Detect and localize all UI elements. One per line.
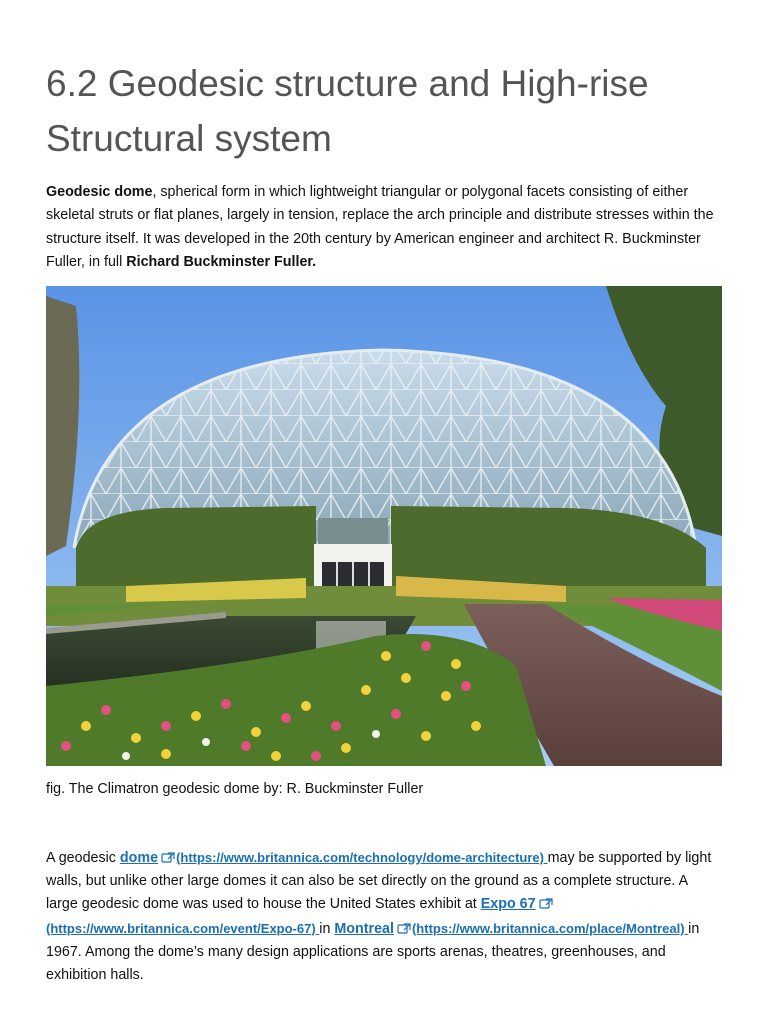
figure-caption: fig. The Climatron geodesic dome by: R. Buckminster Fuller bbox=[46, 781, 424, 797]
url-montreal[interactable]: (https://www.britannica.com/place/Montreal) bbox=[411, 920, 689, 936]
term-geodesic-dome: Geodesic dome bbox=[46, 184, 153, 200]
intro-paragraph bbox=[46, 181, 722, 274]
page-title: 6.2 Geodesic structure and High-rise Structural system bbox=[46, 63, 649, 159]
external-link-icon[interactable] bbox=[397, 923, 411, 934]
body-text-2: may be supported by light walls, but unlike other large domes it can also be set directly on the ground as a complete structure. A large geodesic dome was used to house the United States exhibit at bbox=[46, 850, 712, 913]
url-dome[interactable]: (https://www.britannica.com/technology/dome-architecture) bbox=[176, 850, 548, 865]
body-text-4: in 1967. Among the dome’s many design applications are sports arenas, theatres, greenhouses, and exhibition halls. bbox=[46, 920, 700, 984]
url-expo-67[interactable]: (https://www.britannica.com/event/Expo-67) bbox=[46, 920, 320, 936]
link-dome[interactable]: dome bbox=[119, 850, 159, 866]
full-name: Richard Buckminster Fuller. bbox=[126, 253, 317, 270]
climatron-dome-image bbox=[46, 286, 722, 766]
intro-text: , spherical form in which lightweight triangular or polygonal facets consisting of either skeletal struts or flat planes, largely in tension, replace the arch principle and distribute stresses within the structure itself. It was developed in the 20th century by American engineer and architect R. Buckminster Fuller, in full bbox=[46, 184, 714, 270]
link-expo-67[interactable]: Expo 67 bbox=[480, 896, 536, 913]
external-link-icon[interactable] bbox=[539, 898, 553, 909]
body-text-1: A geodesic bbox=[46, 850, 120, 866]
link-montreal[interactable]: Montreal bbox=[334, 920, 394, 937]
climatron-photo bbox=[46, 286, 722, 766]
external-link-icon[interactable] bbox=[161, 852, 175, 863]
body-text-3: in bbox=[319, 920, 335, 937]
body-paragraph bbox=[46, 846, 722, 987]
